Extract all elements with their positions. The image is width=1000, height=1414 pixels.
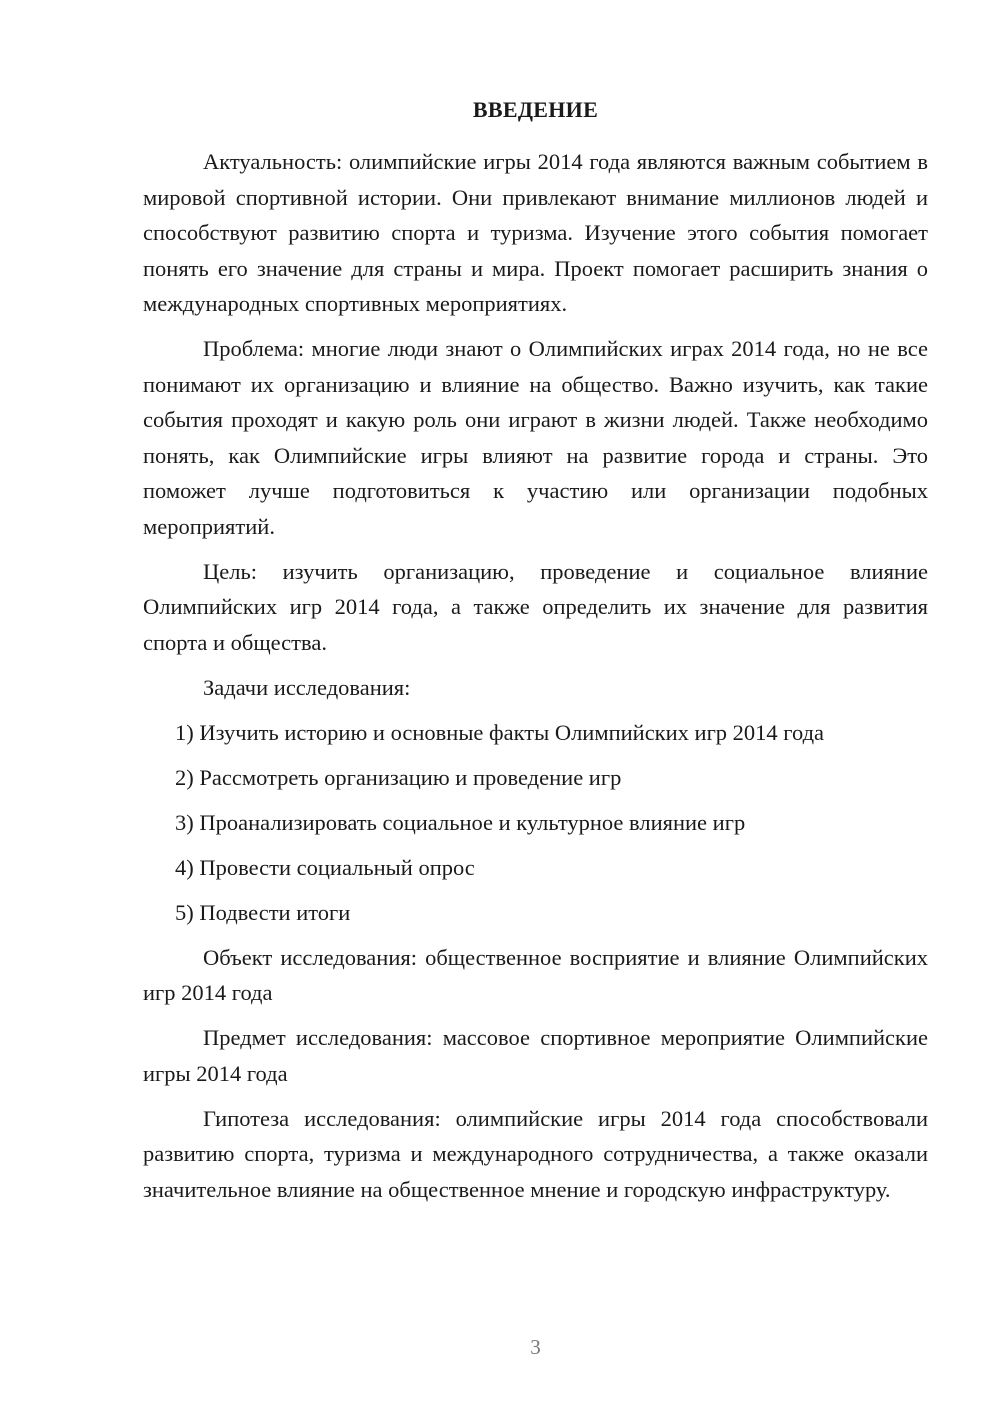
task-item: 5) Подвести итоги bbox=[175, 899, 351, 925]
page-number: 3 bbox=[530, 1335, 541, 1359]
relevance-paragraph: Актуальность: олимпийские игры 2014 года являются важным событием в мировой спортивной истории. Они привлекают внимание миллионов людей и способствуют развитию спорта и туризма. Изучение этого события помогает понять его значение для страны и мира. Проект помогает расширить знания о международных спортивных мероприятиях. bbox=[143, 149, 928, 316]
task-item: 4) Провести социальный опрос bbox=[175, 854, 475, 880]
task-item: 3) Проанализировать социальное и культурное влияние игр bbox=[175, 809, 746, 835]
task-item: 2) Рассмотреть организацию и проведение игр bbox=[175, 764, 622, 790]
hypothesis-paragraph: Гипотеза исследования: олимпийские игры 2014 года способствовали развитию спорта, туризма и международного сотрудничества, а также оказали значительное влияние на общественное мнение и городскую инфраструктуру. bbox=[143, 1105, 928, 1202]
document-page bbox=[143, 95, 928, 1217]
subject-paragraph: Предмет исследования: массовое спортивное мероприятие Олимпийские игры 2014 года bbox=[143, 1025, 928, 1086]
page-title: ВВЕДЕНИЕ bbox=[472, 97, 599, 122]
object-paragraph: Объект исследования: общественное восприятие и влияние Олимпийских игр 2014 года bbox=[143, 944, 928, 1005]
task-item: 1) Изучить историю и основные факты Олимпийских игр 2014 года bbox=[175, 719, 825, 745]
tasks-list bbox=[143, 715, 928, 931]
problem-paragraph: Проблема: многие люди знают о Олимпийских играх 2014 года, но не все понимают их организацию и влияние на общество. Важно изучить, как такие события проходят и какую роль они играют в жизни людей. Также необходимо понять, как Олимпийские игры влияют на развитие города и страны. Это поможет лучше подготовиться к участию или организации подобных мероприятий. bbox=[143, 336, 928, 539]
tasks-label: Задачи исследования: bbox=[203, 674, 411, 700]
goal-paragraph: Цель: изучить организацию, проведение и социальное влияние Олимпийских игр 2014 года, а также определить их значение для развития спорта и общества. bbox=[143, 558, 928, 655]
